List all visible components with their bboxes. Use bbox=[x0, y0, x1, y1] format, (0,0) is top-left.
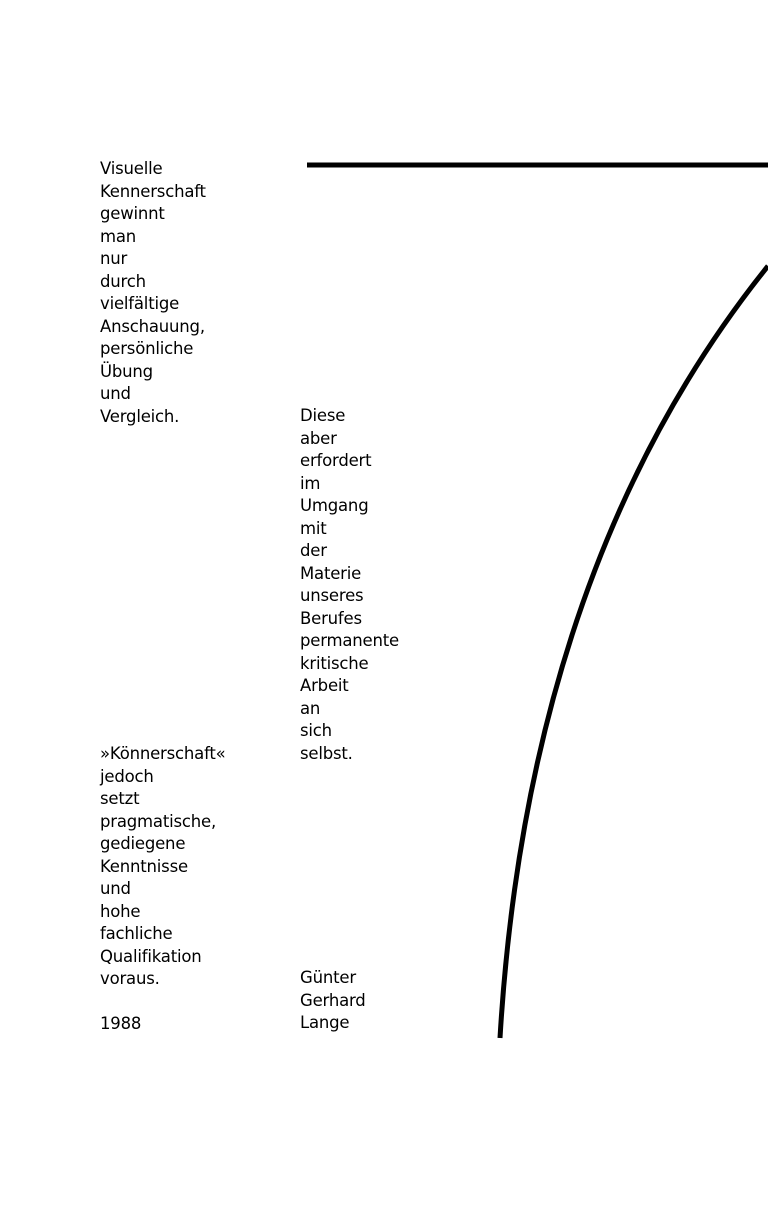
word: pragmatische, bbox=[100, 811, 217, 831]
word: gewinnt bbox=[100, 204, 165, 223]
word: gediegene bbox=[100, 834, 186, 853]
word: im bbox=[300, 473, 321, 493]
word: selbst. bbox=[300, 743, 353, 763]
word: kritische bbox=[300, 653, 369, 673]
word: fachliche bbox=[100, 924, 173, 943]
word: Materie bbox=[300, 563, 362, 583]
word: permanente bbox=[300, 631, 399, 650]
word: Arbeit bbox=[300, 676, 349, 695]
author-first-name: Günter bbox=[300, 968, 356, 987]
word: unseres bbox=[300, 586, 364, 605]
year: 1988 bbox=[100, 1014, 142, 1033]
word: und bbox=[100, 879, 131, 898]
word: jedoch bbox=[100, 766, 154, 786]
word: mit bbox=[300, 518, 327, 538]
word: Qualifikation bbox=[100, 946, 202, 966]
word: persönliche bbox=[100, 339, 194, 358]
word: und bbox=[100, 384, 131, 403]
word: Visuelle bbox=[100, 159, 163, 178]
word: durch bbox=[100, 271, 146, 291]
word: der bbox=[300, 541, 327, 560]
word: hohe bbox=[100, 901, 141, 921]
word: Diese bbox=[300, 406, 346, 425]
word: Vergleich. bbox=[100, 406, 180, 426]
diagonal-arc bbox=[500, 266, 768, 1038]
word: vielfältige bbox=[100, 294, 180, 313]
word: erfordert bbox=[300, 451, 372, 470]
word: voraus. bbox=[100, 969, 160, 988]
author-middle-name: Gerhard bbox=[300, 990, 366, 1010]
word: Kenntnisse bbox=[100, 856, 188, 876]
word: aber bbox=[300, 428, 337, 448]
word: Kennerschaft bbox=[100, 181, 206, 201]
word: Übung bbox=[100, 361, 153, 381]
word: an bbox=[300, 698, 321, 718]
word: Umgang bbox=[300, 496, 369, 515]
word: nur bbox=[100, 249, 128, 268]
author-last-name: Lange bbox=[300, 1013, 350, 1032]
word: Berufes bbox=[300, 608, 362, 628]
word: »Könnerschaft« bbox=[100, 744, 226, 763]
word: setzt bbox=[100, 789, 140, 808]
word: sich bbox=[300, 721, 332, 740]
word: Anschauung, bbox=[100, 316, 205, 336]
word: man bbox=[100, 226, 137, 246]
